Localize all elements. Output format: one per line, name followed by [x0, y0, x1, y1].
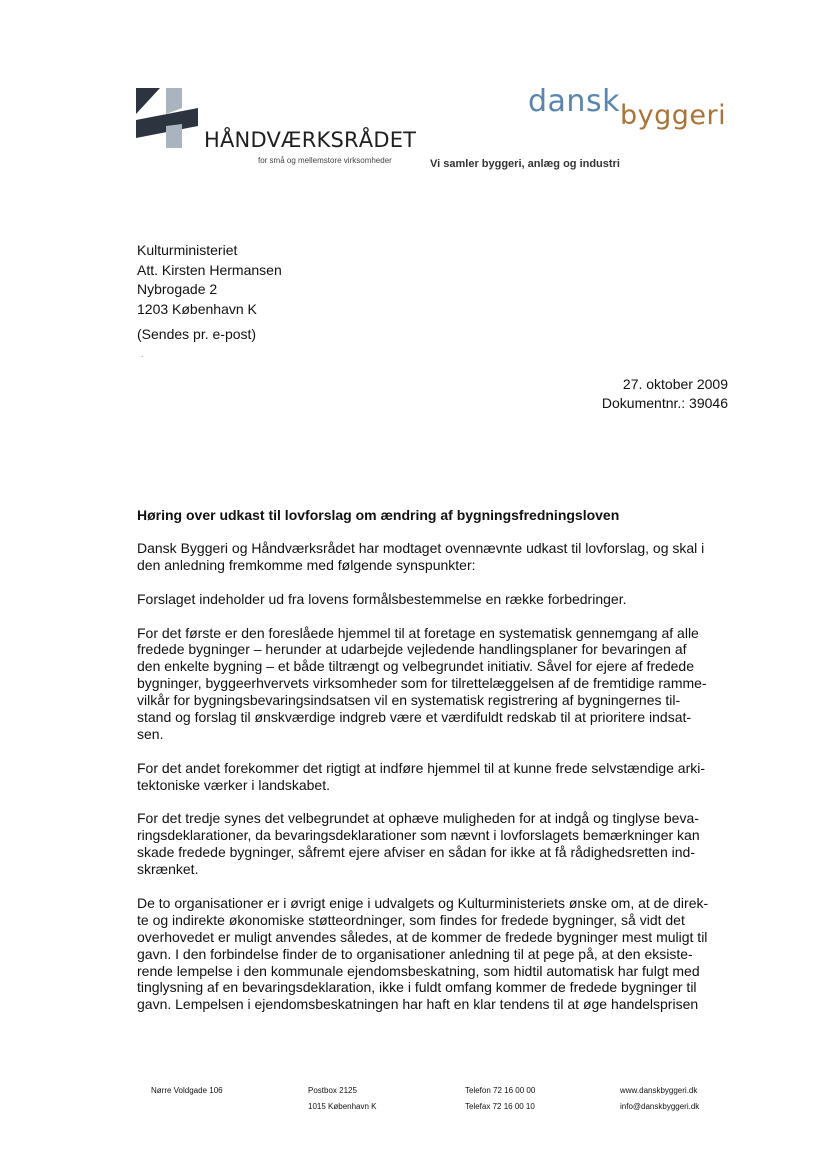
footer-street: Nørre Voldgade 106 — [151, 1086, 223, 1095]
body-line: gavn. I den forbindelse finder de to organisationer anledning til at pege på, at den eksiste- — [137, 945, 693, 962]
recipient-line: 1203 København K — [137, 300, 257, 317]
dansk-byggeri-tagline: Vi samler byggeri, anlæg og industri — [430, 158, 620, 170]
body-line: For det andet forekommer det rigtigt at indføre hjemmel til at kunne frede selvstændige arki- — [137, 759, 706, 776]
recipient-line: Nybrogade 2 — [137, 281, 218, 297]
body-line: sen. — [137, 725, 164, 742]
body-line: Dansk Byggeri og Håndværksrådet har modtaget ovennævnte udkast til lovforslag, og skal i — [137, 540, 705, 556]
handvaerksraadet-name: HÅNDVÆRKSRÅDET — [204, 128, 417, 152]
body-line: rende lempelse i den kommunale ejendomsbeskatning, som hidtil automatisk har fulgt med — [137, 962, 700, 979]
body-line: den anledning fremkomme med følgende synspunkter: — [137, 556, 476, 573]
body-line: vilkår for bygningsbevaringsindsatsen vil en systematisk registrering af bygningernes til- — [137, 692, 681, 709]
body-paragraph — [137, 540, 731, 574]
footer-telefax: Telefax 72 16 00 10 — [465, 1102, 535, 1111]
dansk-byggeri-logo — [528, 84, 738, 144]
letter-date: 27. oktober 2009 — [622, 376, 728, 392]
letter-body — [137, 540, 731, 1030]
body-paragraph — [137, 625, 731, 743]
body-line: Forslaget indeholder ud fra lovens formålsbestemmelse en række forbedringer. — [137, 590, 627, 607]
handvaerksraadet-tagline: for små og mellemstore virksomheder — [258, 156, 392, 165]
body-paragraph — [137, 895, 731, 1013]
body-line: ringsdeklarationer, da bevaringsdeklarationer som nævnt i lovforslagets bemærkninger kan — [137, 827, 700, 844]
handvaerksraadet-logo — [136, 84, 416, 174]
body-paragraph — [137, 810, 731, 878]
body-line: tinglysning af en bevaringsdeklaration, ikke i fuldt omfang kommer de fredede bygninger til — [137, 979, 697, 996]
footer-website-link[interactable]: www.danskbyggeri.dk — [620, 1086, 698, 1095]
body-paragraph — [137, 760, 731, 794]
letter-subject: Høring over udkast til lovforslag om ændring af bygningsfredningsloven — [137, 507, 620, 523]
recipient-line: Att. Kirsten Hermansen — [137, 261, 282, 278]
date-block — [602, 375, 728, 413]
footer-email-link[interactable]: info@danskbyggeri.dk — [620, 1102, 700, 1111]
body-line: overhovedet er muligt anvendes således, at de kommer de fredede bygninger mest muligt til — [137, 928, 708, 945]
stray-mark: . — [141, 350, 144, 359]
footer-web — [620, 1083, 699, 1115]
body-line: tektoniske værker i landskabet. — [137, 776, 330, 793]
dansk-byggeri-word-dansk: dansk — [528, 84, 620, 119]
document-number: Dokumentnr.: 39046 — [601, 395, 728, 411]
footer-postbox-line: 1015 København K — [308, 1102, 377, 1111]
footer-address — [151, 1083, 223, 1099]
footer-telephone: Telefon 72 16 00 00 — [465, 1086, 536, 1095]
body-line: stand og forslag til ønskværdige indgreb være et værdifuldt redskab til at prioritere indsat- — [137, 709, 692, 726]
body-paragraph — [137, 591, 731, 608]
body-line: fredede bygninger – herunder at udarbejde vejledende handlingsplaner for bevaringen af — [137, 641, 687, 658]
footer-postbox-line: Postbox 2125 — [308, 1086, 357, 1095]
body-line: den enkelte bygning – et både tiltrængt og velbegrundet initiativ. Såvel for ejere af fredede — [137, 658, 694, 675]
delivery-note: (Sendes pr. e-post) — [137, 326, 257, 342]
body-line: For det første er den foreslåede hjemmel til at foretage en systematisk gennemgang af alle — [137, 624, 699, 641]
body-line: De to organisationer er i øvrigt enige i udvalgets og Kulturministeriets ønske om, at de direk- — [137, 894, 709, 911]
body-line: skade fredede bygninger, såfremt ejere afviser en sådan for ikke at få rådighedsretten ind- — [137, 844, 695, 861]
footer-phone — [465, 1083, 535, 1115]
body-line: bygninger, byggeerhvervets virksomheder som for tilrettelæggelsen af de fremtidige ramme- — [137, 675, 707, 692]
recipient-line: Kulturministeriet — [137, 242, 238, 258]
handvaerksraadet-logo-mark — [136, 84, 200, 150]
dansk-byggeri-word-byggeri: byggeri — [620, 100, 727, 131]
footer-postbox — [308, 1083, 377, 1115]
body-line: gavn. Lempelsen i ejendomsbeskatningen har haft en klar tendens til at øge handelsprisen — [137, 996, 699, 1013]
body-line: For det tredje synes det velbegrundet at ophæve muligheden for at indgå og tinglyse beva- — [137, 810, 699, 827]
body-line: te og indirekte økonomiske støtteordninger, som findes for fredede bygninger, så vidt det — [137, 911, 685, 928]
recipient-address — [137, 241, 282, 319]
body-line: skrænket. — [137, 861, 199, 878]
